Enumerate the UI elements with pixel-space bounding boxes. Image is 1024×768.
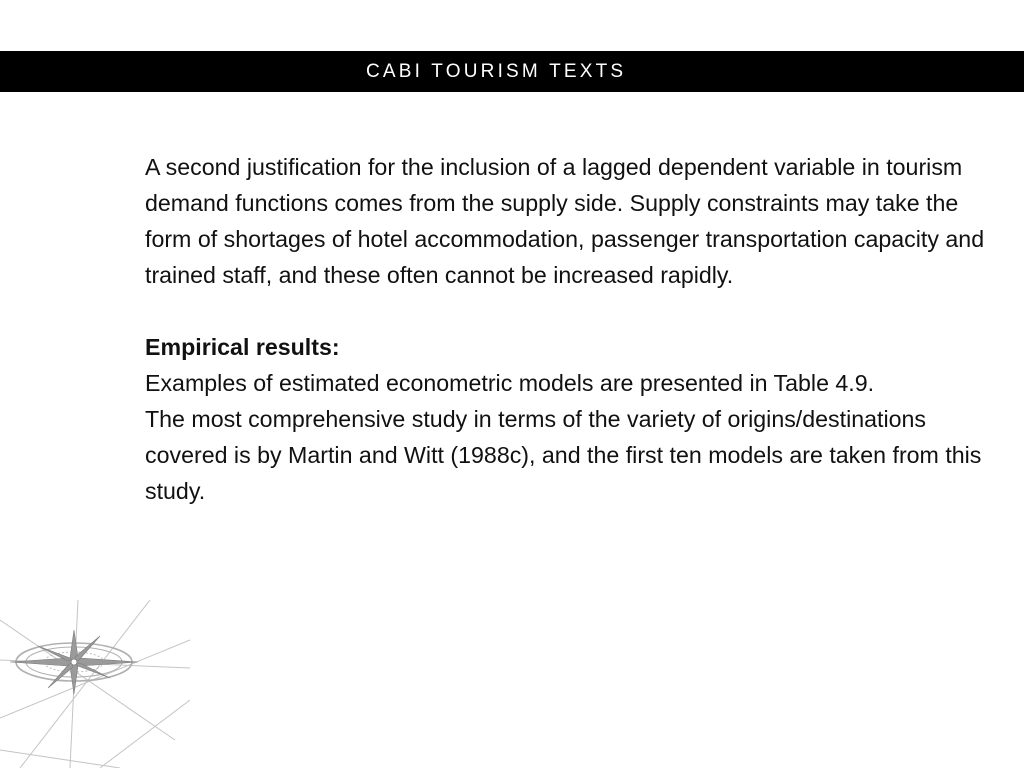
slide-content [145, 149, 995, 509]
paragraph-table-reference: Examples of estimated econometric models are presented in Table 4.9. [145, 370, 875, 396]
section-heading: Empirical results: [145, 334, 340, 360]
paragraph-supply-side: A second justification for the inclusion of a lagged dependent variable in tourism demand functions comes from the supply side. Supply constraints may take the form of shortages of hotel accommodation, passenger transportation capacity and trained staff, and these often cannot be increased rapidly. [145, 154, 985, 288]
header-title: CABI TOURISM TEXTS [366, 61, 627, 82]
paragraph-comprehensive-study: The most comprehensive study in terms of the variety of origins/destinations covered is by Martin and Witt (1988c), and the first ten models are taken from this study. [145, 406, 982, 504]
paragraph-spacer [145, 293, 995, 329]
header-bar [0, 51, 1024, 92]
compass-rose-icon [0, 600, 190, 768]
